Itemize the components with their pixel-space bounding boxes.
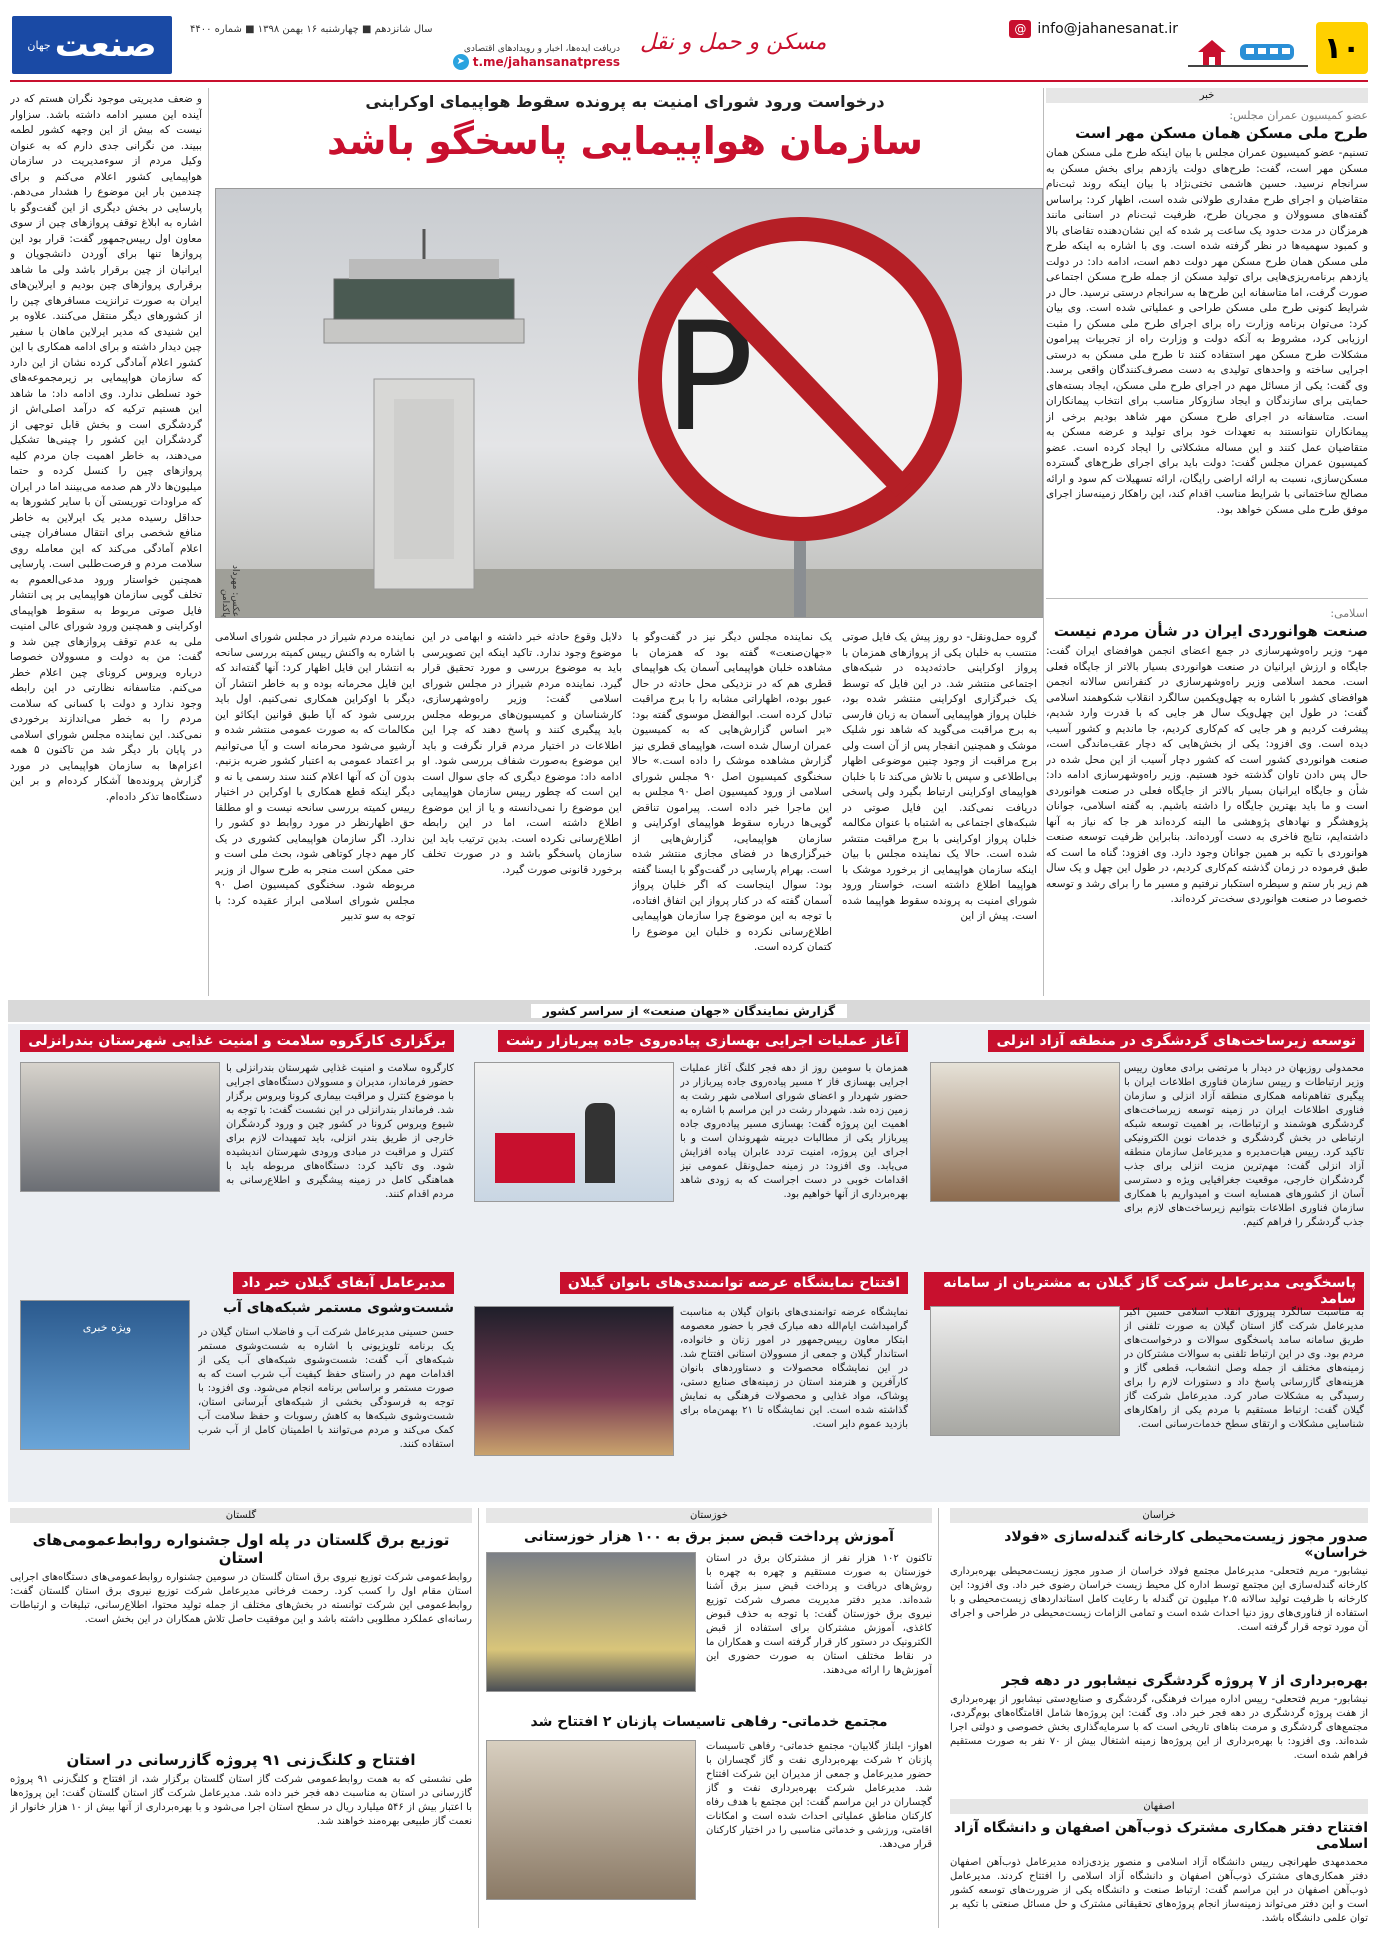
regional-card-photo: [474, 1062, 674, 1202]
column-divider: [208, 88, 209, 996]
regional-card-body: همزمان با سومین روز از دهه فجر کلنگ آغاز عملیات اجرایی بهسازی فاز ۲ مسیر پیاده‌روی جاده پیربازار در حضور شهردار و اعضای شورای اسلامی شهر رشت به زمین زده شد. شهردار رشت در این مراسم با اشاره به اهمیت این پروژه گفت: بهسازی مسیر پیاده‌روی جاده پیربازار یکی از مطالبات دیرینه شهروندان است و با اجرای این پروژه، امنیت تردد عابران پیاده افزایش می‌یابد. وی افزود: در زمینه حمل‌ونقل عمومی نیز اقدامات خوبی در دست اجراست که به زودی شاهد بهره‌برداری از آنها خواهیم بود.: [680, 1063, 908, 1200]
bottom-right-column: [950, 1508, 1368, 1930]
story-title: افتتاح و کلنگ‌زنی ۹۱ پروژه گازرسانی در استان: [66, 1751, 416, 1769]
story-photo: [486, 1740, 696, 1900]
lead-body-col-a: گروه حمل‌ونقل- دو روز پیش یک فایل صوتی منتسب به خلبان یکی از پروازهای همزمان با پرواز اوکراینی حادثه‌دیده در شبکه‌های اجتماعی منتشر شد. در این فایل که توسط یک خبرگزاری اوکراینی منتشر شده بود، خلبان پرواز هواپیمایی آسمان به زبان فارسی به برج مراقبت می‌گوید که شاهد نور شلیک موشک و همچنین انفجار پس از آن است ولی برج مراقبت از وجود چنین موضوعی اظهار بی‌اطلاعی و سپس با تلاش می‌کند تا با خلبان هواپیمای اوکراینی ارتباط بگیرد ولی پاسخی دریافت نمی‌کند. این فایل صوتی در شبکه‌های اجتماعی به اشتباه با عنوان مکالمه خلبان پرواز اوکراینی با برج مراقبت منتشر شده است. حالا یک نماینده مجلس با بیان اینکه سازمان هواپیمایی از برخورد موشک با هواپیما اطلاع داشته است، خواستار ورود شورای امنیت به پرونده سقوط هواپیما شده است. پیش از این: [842, 631, 1037, 922]
section-label: گلستان: [10, 1508, 472, 1523]
regional-card-title: برگزاری کارگروه سلامت و امنیت غذایی شهرستان بندرانزلی: [14, 1030, 454, 1052]
right-news-column: [1046, 88, 1368, 998]
email-icon: @: [1009, 20, 1031, 38]
lead-photo: [215, 188, 1043, 618]
paper-logo: [12, 16, 172, 74]
regional-card: [468, 1030, 908, 1266]
masthead: [0, 0, 1378, 84]
regional-card-title: پاسخگویی مدیرعامل شرکت گاز گیلان به مشتریان از سامانه سامد: [924, 1272, 1364, 1310]
story-body: نیشابور- مریم فتحعلی- مدیرعامل مجتمع فولاد خراسان از صدور مجوز زیست‌محیطی بهره‌برداری کارخانه گندله‌سازی این مجتمع توسط اداره کل محیط زیست خراسان رضوی خبر داد. وی افزود: این کارخانه با ظرفیت تولید سالانه ۲.۵ میلیون تن گندله با رعایت کامل استانداردهای زیست‌محیطی و با استفاده از فناوری‌های روز دنیا احداث شده است و تمامی الزامات زیست‌محیطی در طراحی و اجرای آن مورد توجه قرار گرفته است.: [950, 1566, 1368, 1633]
story-body: محمدمهدی طهرانچی رییس دانشگاه آزاد اسلامی و منصور یزدی‌زاده مدیرعامل ذوب‌آهن اصفهان دفتر همکاری‌های مشترک ذوب‌آهن اصفهان و دانشگاه آزاد اسلامی را افتتاح کردند. مدیرعامل ذوب‌آهن اصفهان در این مراسم گفت: ارتباط صنعت و دانشگاه یکی از ضرورت‌های توسعه کشور است و این دفتر می‌تواند زمینه‌ساز انجام پروژه‌های تحقیقاتی مشترک و حل مسائل صنعتی با تکیه بر توان علمی دانشگاه باشد.: [950, 1857, 1368, 1924]
regional-card-title: افتتاح نمایشگاه عرضه توانمندی‌های بانوان گیلان: [468, 1272, 908, 1294]
story-title: بهره‌برداری از ۷ پروژه گردشگری نیشابور در دهه فجر: [1001, 1673, 1368, 1689]
regional-card-title: آغاز عملیات اجرایی بهسازی پیاده‌روی جاده پیربازار رشت: [468, 1030, 908, 1052]
bottom-middle-column: [486, 1508, 932, 1930]
story-photo: [486, 1552, 696, 1692]
regional-card-body: محمدولی روزبهان در دیدار با مرتضی برادی معاون رییس وزیر ارتباطات و رییس سازمان فناوری اطلاعات ایران با پیگیری تفاهم‌نامه همکاری منطقه آزاد انزلی و سازمان فناوری اطلاعات ایران در زمینه توسعه زیرساخت‌های گردشگری هوشمند و ارتباطات، بر اهمیت توسعه شبکه ارتباطی در بخش گردشگری و خدمات نوین الکترونیکی تاکید کرد. رییس هیات‌مدیره و مدیرعامل سازمان منطقه آزاد انزلی گفت: مهم‌ترین مزیت انزلی برای جذب گردشگران خارجی، موقعیت جغرافیایی ویژه و دسترسی آسان از کشورهای همسایه است و امیدواریم با همکاری سازمان فناوری اطلاعات بتوانیم زیرساخت‌های لازم برای جذب گردشگر را فراهم کنیم.: [1124, 1063, 1364, 1228]
svg-text:P: P: [663, 291, 754, 465]
paper-logo-small: جهان: [27, 38, 51, 52]
issue-info: سال شانزدهم ■ چهارشنبه ۱۶ بهمن ۱۳۹۸ ■ شماره ۴۴۰۰: [190, 24, 433, 35]
story-body: نیشابور- مریم فتحعلی- رییس اداره میراث فرهنگی، گردشگری و صنایع‌دستی نیشابور از بهره‌برداری از هفت پروژه گردشگری در دهه فجر خبر داد. وی گفت: این پروژه‌ها شامل اقامتگاه‌های بوم‌گردی، مجتمع‌های گردشگری و مرمت بناهای تاریخی است که با سرمایه‌گذاری بخش خصوصی و دولتی اجرا شده‌اند. وی افزود: با بهره‌برداری از این پروژه‌ها زمینه اشتغال بیش از ۷۰ نفر به صورت مستقیم فراهم شده است.: [950, 1694, 1368, 1761]
regional-card: [924, 1030, 1364, 1266]
column-divider: [1043, 88, 1044, 996]
story-title: توزیع برق گلستان در پله اول جشنواره روابط‌عمومی‌های استان: [32, 1531, 450, 1567]
telegram-caption: دریافت ایده‌ها، اخبار و رویدادهای اقتصادی: [463, 44, 620, 54]
lead-body-col-e: و ضعف مدیریتی موجود نگران هستم که در آینده این مسیر ادامه داشته باشد. سزاوار نیست که بیش از این وجهه کشور لطمه ببیند. من نگرانی جدی دارم که به عنوان وکیل مردم از سوءمدیریت در سازمان هواپیمایی کشور اعلام می‌کنم و برای چندمین بار این موضوع را هشدار می‌دهم. پارسایی در بخش دیگری از این گفت‌وگو با اشاره به ابلاغ توقف پروازهای چین از سوی معاون اول رییس‌جمهور گفت: قرار بود این پروازها تنها برای آوردن دانشجویان و ایرانیان از چین برقرار باشد ولی ما شاهد برقراری پروازهای چین بودیم و ایرلاین‌های ایران به صورت ترانزیت مسافرهای چین را از کشورهای دیگر منتقل می‌کنند. علاوه بر این شنیدی که مدیر ایرلاین ماهان با سفیر چین دیدار داشته و برای ادامه همکاری با این کشور اعلام آمادگی کرده نشان از این دارد که سازمان هواپیمایی بر زیرمجموعه‌های خود تسلطی ندارد. وی ادامه داد: ما شاهد این هستیم ترکیه که درآمد اصلی‌اش از گردشگری است و بخش قابل توجهی از گردشگران این کشور را چینی‌ها تشکیل می‌دهند، به خاطر اهمیت جان مردم کلیه پروازهای چین را کنسل کرده و حتما میلیون‌ها دلار هم صدمه می‌بینند اما در ایران که مراودات توریستی آن با سایر کشورها به حداقل رسیده مدیر یک ایرلاین به خاطر منافع شخصی برای انتقال مسافران چینی اعلام آمادگی می‌کند که این معامله روی سلامت مردم و فرصت‌طلبی است. پارسایی همچنین خواستار ورود مدعی‌العموم به تخلف گویی سازمان هواپیمایی بر پی انتشار فایل صوتی مربوط به سقوط هواپیمای اوکراینی و همچنین ورود شورای عالی امنیت ملی به عدم توقف پروازهای چین شد و گفت: من به دولت و مسوولان خصوصا درباره ویروس کرونای چین اعلام خطر می‌کنم. متاسفانه نظارتی در این رابطه وجود ندارد و دولت با کسانی که سلامت مردم را به خطر می‌اندازند برخوردی نمی‌کند. این نماینده مجلس شورای اسلامی در پایان بار دیگر شد من تاکنون ۵ همه اعزام‌ها به سازمان هواپیمایی در مورد گزارش پرونده‌ها آشکار کرده‌ام و بر این دستگاه‌ها تذکر داده‌ام.: [10, 93, 202, 803]
regional-card-photo: [930, 1062, 1120, 1202]
regional-card: [14, 1272, 454, 1498]
story-body: مهر- وزیر راه‌وشهرسازی در جمع اعضای انجمن هوافضای ایران گفت: جایگاه و ارزش ایرانیان در صنعت هوانوردی بسیار بالاتر از جایگاه فعلی است. محمد اسلامی وزیر راه‌وشهرسازی در کنفرانس سالانه انجمن هوافضای کشور با اشاره به چهل‌ویکمین سالگرد انقلاب شکوهمند اسلامی گفت: در طول این چهل‌ویک سال هر جایی که با قدرت وارد شدیم، پیشرفت کردیم و هر جایی که کم‌کاری کردیم، جا ماندیم و کشور آسیب دیده است. وی افزود: یکی از بخش‌هایی که دچار عقب‌ماندگی است، صنعت هوانوردی کشور است که کشور دچار آسیب از این محل شده در حال پس دادن تاوان گذشته خود هستیم. وزیر راه‌وشهرسازی ادامه داد: شأن و جایگاه ایرانیان بسیار بالاتر از جایگاه فعلی در صنعت هوانوردی است و ما باید بهترین جایگاه را داشته باشیم. به گفته اسلامی، جوانان پژوهشگر و نهادهای پژوهشی ما البته کرده‌اند هر جا که نیاز به آنها داشته‌ایم، نتایج فاخری به دست آورده‌اند. بنابراین ظرفیت توسعه صنعت هوانوردی با تکیه بر همین جوانان وجود دارد. وی افزود: گناه ما است که طبق فرموده در زمان گذشته کم‌کاری کردیم، در طول این چهل و یک سال هم زیر بار ستم و سیطره استکبار نرفتیم و مسیر ما را برای رشد و توسعه خصوصا در صنعت هوانوردی سخت‌تر کرده‌اند.: [1046, 645, 1368, 905]
control-tower-and-sign-illustration: [215, 189, 1042, 618]
story-body: تاکنون ۱۰۲ هزار نفر از مشترکان برق در استان خوزستان به صورت مستقیم و چهره به چهره با روش‌های دریافت و پرداخت قبض سبز برق آشنا شده‌اند. مدیر دفتر مدیریت مصرف شرکت توزیع نیروی برق خوزستان گفت: با توجه به حذف قبوض کاغذی، آموزش مشترکان برای استفاده از قبض الکترونیک در دستور کار قرار گرفته است و همکاران ما در نقاط مختلف استان به صورت حضوری این آموزش‌ها را ارائه می‌دهند.: [706, 1553, 932, 1676]
regional-card-subtitle: شست‌وشوی مستمر شبکه‌های آب: [222, 1300, 454, 1316]
email-text: info@jahanesanat.ir: [1037, 21, 1178, 37]
regional-card: [468, 1272, 908, 1498]
transport-logo-icon: [1188, 30, 1308, 70]
story-title: صنعت هوانوردی ایران در شأن مردم نیست: [1053, 622, 1368, 640]
lead-body-col-c: دلایل وقوع حادثه خبر داشته و ابهامی در این موضوع وجود ندارد. تاکید اینکه این تصویرسی باید به موضوع بررسی و مورد تحقیق قرار گیرد. نماینده مردم شیراز در مجلس شورای اسلامی گفت: وزیر راه‌وشهرسازی، کارشناسان و کمیسیون‌های مربوطه مجلس باید پیگیری کنند و پاسخ دهند که چرا این اطلاعات در اختیار مردم قرار نگرفت و باید این موضوع به‌صورت شفاف بررسی شود. او ادامه داد: موضوع دیگری که جای سوال است این است که چطور رییس سازمان هواپیمایی این موضوع را نمی‌دانسته و یا از این موضوع اطلاع داشته است، اما در این رابطه اطلاع‌رسانی نکرده است. بدین ترتیب باید این سازمان پاسخگو باشد و در صورت تخلف برخورد قانونی صورت گیرد.: [422, 631, 622, 876]
lead-title: سازمان هواپیمایی پاسخگو باشد: [327, 119, 923, 163]
story-title: طرح ملی مسکن همان مسکن مهر است: [1075, 124, 1368, 142]
regional-card-body: نمایشگاه عرضه توانمندی‌های بانوان گیلان به مناسبت گرامیداشت ایام‌الله دهه مبارک فجر با حضور معصومه ابتکار معاون رییس‌جمهور در امور زنان و خانواده، استاندار گیلان و جمعی از مسوولان استانی افتتاح شد. در این نمایشگاه محصولات و دستاوردهای بانوان کارآفرین و هنرمند استان در زمینه‌های صنایع دستی، پوشاک، مواد غذایی و محصولات فرهنگی به نمایش گذاشته شده است. این نمایشگاه تا ۲۱ بهمن‌ماه برای بازدید عموم دایر است.: [680, 1307, 908, 1430]
story-body: تسنیم- عضو کمیسیون عمران مجلس با بیان اینکه طرح ملی مسکن همان مسکن مهر است، گفت: طرح‌های دولت یازدهم برای بخش مسکن به سرانجام نرسید. حسین هاشمی تختی‌نژاد با بیان اینکه روند ثبت‌نام متقاضیان و اجرای طرح مقداری طولانی شده است، اظهار کرد: براساس گفته‌های مسوولان و مجریان طرح، ظرفیت ثبت‌نام در استانی مانند هرمزگان در مدت حدود یک ساعت پر شده که این نشان‌دهنده تقاضای بالا و کمبود سهمیه‌ها در نظر گرفته شده است. وی با اشاره به اینکه طرح ملی مسکن همان طرح مسکن مهر دولت دهم است، ادامه داد: در دولت یازدهم برنامه‌ریزی‌هایی برای تولید مسکن از جمله طرح مسکن اجتماعی صورت گرفت، اما متاسفانه این طرح‌ها به سرانجام درستی نرسید. حال در شرایط کنونی طرح ملی مسکن طراحی و عملیاتی شده است. وی بیان کرد: می‌توان برنامه وزارت راه برای اجرای طرح ملی مسکن را مثبت ارزیابی کرد، مشروط به آنکه دولت و وزارت راه از تجربیات پیرامون مشکلات طرح مسکن مهر استفاده کنند تا طرح ملی مسکن به درستی اجرایی ساخته و واحدهای تولیدی به دست مصرف‌کنندگان واقعی برسد. وی گفت: یکی از مسائل مهم در اجرای طرح ملی مسکن، ایجاد بسته‌های حمایتی برای سازندگان و ایجاد سازوکار مناسب برای انتخاب پیمانکاران است. متاسفانه در اجرای طرح مسکن مهر شاهد بودیم برخی از پیمانکاران نتوانستند به تعهدات خود برای تولید و عرضه مسکن به متقاضیان عمل کنند و این مساله مشکلاتی را ایجاد کرده است. عضو کمیسیون عمران مجلس گفت: دولت باید برای اجرای طرح‌های گسترده مسکن‌سازی، نسبت به ارائه اراضی رایگان، ارائه تسهیلات کم سود و ارائه مصالح ساختمانی با شرایط مناسب اقدام کند، این راهکار زمینه‌ساز اجرای موفق طرح ملی مسکن خواهد بود.: [1046, 147, 1368, 516]
regional-band: [8, 1000, 1370, 1022]
section-logo: مسکن و حمل و نقل: [640, 30, 827, 55]
regional-card-photo: [20, 1062, 220, 1192]
telegram-block[interactable]: [430, 44, 620, 78]
regional-card: [14, 1030, 454, 1266]
lead-headline-area: [215, 92, 1035, 182]
story-title: آموزش پرداخت قبض سبز برق به ۱۰۰ هزار خوزستانی: [524, 1529, 894, 1545]
regional-card-body: کارگروه سلامت و امنیت غذایی شهرستان بندرانزلی با حضور فرماندار، مدیران و مسوولان دستگاه‌های اجرایی با موضوع کنترل و مراقبت بیماری کرونا ویروس برگزار شد. فرماندار بندرانزلی در این نشست گفت: با توجه به شیوع ویروس کرونا در کشور چین و ورود گردشگران خارجی از طریق بندر انزلی، باید تمهیدات لازم برای کنترل و مراقبت در مبادی ورودی شهرستان اندیشیده شود. وی تاکید کرد: دستگاه‌های مربوطه باید با هماهنگی کامل در زمینه پیشگیری و اطلاع‌رسانی به مردم اقدام کنند.: [226, 1063, 454, 1200]
column-label: خبر: [1046, 88, 1368, 103]
regional-card-photo: [474, 1306, 674, 1456]
page-number: ۱۰: [1323, 30, 1361, 66]
lead-body-col-d: نماینده مردم شیراز در مجلس شورای اسلامی با اشاره به واکنش رییس کمیته بررسی سانحه به انتشار این فایل اظهار کرد: آنها گفته‌اند که این فایل محرمانه بوده و به خاطر انتشار آن دیگر با اوکراین همکاری نمی‌کنیم. اول باید بررسی شود که آیا طبق قوانین ایکائو این مکالمات که به صورت عمومی منتشر شده و آرشیو می‌شود محرمانه است و آیا می‌توانیم بر اعتماد عمومی به اعتبار کشور ضربه بزنیم. بدون آن که آنها اعلام کنند سند رسمی یا نه و دیگر اینکه قطع همکاری با اوکراین در اختیار رییس کمیته بررسی سانحه نیست و او مطلقا حق اظهارنظر در مورد روابط دو کشور را ندارد. اگر سازمان هواپیمایی کشوری در یک کار مهم دچار کوتاهی شود، بحث ملی است و حتی ممکن است منجر به طرح سوال از وزیر مربوطه شود. سخنگوی کمیسیون اصل ۹۰ مجلس شورای اسلامی ابراز عقیده کرد: با توجه به سو تدبیر: [215, 631, 415, 922]
regional-card-body: به مناسبت سالگرد پیروزی انقلاب اسلامی حسین اکبر مدیرعامل شرکت گاز استان گیلان به صورت تلفنی از طریق سامانه سامد پاسخگوی سوالات و درخواست‌های مردم بود. وی در این ارتباط تلفنی به سوالات مشترکان در زمینه‌های مختلف از جمله وصل انشعاب، قطعی گاز و هزینه‌های گازرسانی پاسخ داد و دستورات لازم را برای رسیدگی به مشکلات صادر کرد. مدیرعامل شرکت گاز گیلان گفت: ارتباط مستقیم با مردم یکی از راهکارهای شناسایی مشکلات و ارتقای سطح خدمات‌رسانی است.: [1124, 1307, 1364, 1430]
lead-body-col-b: یک نماینده مجلس دیگر نیز در گفت‌وگو با «جهان‌صنعت» گفته بود که همزمان با مشاهده خلبان هواپیمایی آسمان یک هواپیمای قطری هم که در نزدیکی محل حادثه در حال عبور بوده، اظهاراتی مشابه را با برج مراقبت تبادل کرده است. ابوالفضل موسوی گفته بود: «بر اساس گزارش‌هایی که به کمیسیون عمران ارسال شده است، هواپیمای قطری نیز گزارش مشاهده موشک را داده است.» حالا سخنگوی کمیسیون اصل ۹۰ مجلس شورای اسلامی از ورود کمیسیون اصل ۹۰ مجلس به این ماجرا خبر داده است. پیرامون تناقض گویی‌ها درباره سقوط هواپیمای اوکراینی و سازمان هواپیمایی، گزارش‌هایی از خبرگزاری‌ها در فضای مجازی منتشر شده است. بهرام پارسایی در گفت‌وگو با ایسنا گفته بود: سوال اینجاست که اگر خلبان پرواز آسمان گفته که در کنار پرواز این اتفاق افتاده، با توجه به این موضوع چرا سازمان هواپیمایی اطلاع‌رسانی نکرده و خلبان این موضوع را کتمان کرده است.: [632, 631, 832, 953]
story-title: افتتاح دفتر همکاری مشترک ذوب‌آهن اصفهان و دانشگاه آزاد اسلامی: [953, 1820, 1368, 1852]
story-title: مجتمع خدماتی- رفاهی تاسیسات پازنان ۲ افتتاح شد: [530, 1714, 888, 1730]
regional-card-photo: [930, 1306, 1120, 1436]
telegram-icon: ➤: [453, 54, 469, 70]
regional-card-title: توسعه زیرساخت‌های گردشگری در منطقه آزاد انزلی: [924, 1030, 1364, 1052]
story-body: روابط‌عمومی شرکت توزیع نیروی برق استان گلستان در سومین جشنواره روابط‌عمومی‌های دستگاه‌های اجرایی استان مقام اول را کسب کرد. رحمت فرخانی مدیرعامل شرکت توزیع نیروی برق استان گلستان گفت: روابط‌عمومی این شرکت توانسته در بخش‌های مختلف از جمله تولید محتوا، اطلاع‌رسانی، تبلیغات و ارتباطات رسانه‌ای عملکرد مطلوبی داشته باشد و این موفقیت حاصل تلاش همکاران در این بخش است.: [10, 1572, 472, 1625]
section-label: خوزستان: [486, 1508, 932, 1523]
bottom-left-column: [10, 1508, 472, 1930]
story-kicker: اسلامی:: [1330, 607, 1368, 620]
story-body: اهواز- ایلناز گلابیان- مجتمع خدماتی- رفاهی تاسیسات پازنان ۲ شرکت بهره‌برداری نفت و گاز گچساران با حضور مدیرعامل و جمعی از مدیران این شرکت افتتاح شد. مدیرعامل شرکت بهره‌برداری نفت و گاز گچساران در این مراسم گفت: این مجتمع با هدف رفاه کارکنان مناطق عملیاتی احداث شده است و امکانات اقامتی، ورزشی و خدماتی مناسبی را در اختیار کارکنان قرار می‌دهد.: [706, 1741, 932, 1850]
story-title: صدور مجوز زیست‌محیطی کارخانه گندله‌سازی «فولاد خراسان»: [1004, 1529, 1368, 1561]
section-label: اصفهان: [950, 1799, 1368, 1814]
story-kicker: عضو کمیسیون عمران مجلس:: [1229, 109, 1368, 122]
page-number-badge: [1316, 22, 1368, 74]
regional-card: [924, 1272, 1364, 1498]
column-divider: [478, 1508, 479, 1928]
paper-logo-text: صنعت: [54, 25, 157, 65]
regional-band-title: گزارش نمایندگان «جهان صنعت» از سراسر کشور: [531, 1004, 847, 1018]
section-label: خراسان: [950, 1508, 1368, 1523]
regional-card-title: مدیرعامل آبفای گیلان خبر داد: [14, 1272, 454, 1294]
column-divider: [938, 1508, 939, 1928]
telegram-url: t.me/jahansanatpress: [472, 55, 620, 69]
regional-card-body: حسن حسینی مدیرعامل شرکت آب و فاضلاب استان گیلان در یک برنامه تلویزیونی با اشاره به شست‌وشوی مستمر شبکه‌های آب گفت: شست‌وشوی شبکه‌های آب یکی از اقدامات مهم در راستای حفظ کیفیت آب شرب است که به صورت مستمر و براساس برنامه انجام می‌شود. وی افزود: با توجه به فرسودگی بخشی از شبکه‌های آبرسانی استان، شست‌وشوی شبکه‌ها به کاهش رسوبات و حفظ سلامت آب کمک می‌کند و مردم می‌توانند با اطمینان کامل از آب شرب استفاده کنند.: [198, 1327, 454, 1450]
masthead-rule: [10, 80, 1368, 82]
regional-card-photo: [20, 1300, 190, 1450]
story-body: طی نشستی که به همت روابط‌عمومی شرکت گاز استان گلستان برگزار شد، از افتتاح و کلنگ‌زنی ۹۱ پروژه گازرسانی در استان به مناسبت دهه فجر خبر داده شد. مدیرعامل شرکت گاز استان گلستان گفت: این پروژه‌ها با اعتبار بیش از ۵۴۶ میلیارد ریال در سطح استان اجرا می‌شود و با بهره‌برداری از آنها بیش از ۱۰ هزار خانوار از نعمت گاز طبیعی بهره‌مند خواهند شد.: [10, 1774, 472, 1827]
lead-subtitle: درخواست ورود شورای امنیت به پرونده سقوط هواپیمای اوکراینی: [365, 92, 885, 111]
email-row[interactable]: [1009, 18, 1178, 40]
tv-logo: ویژه خبری: [82, 1321, 132, 1334]
photo-credit: عکس: مهرداد پاکدامن: [220, 564, 240, 617]
